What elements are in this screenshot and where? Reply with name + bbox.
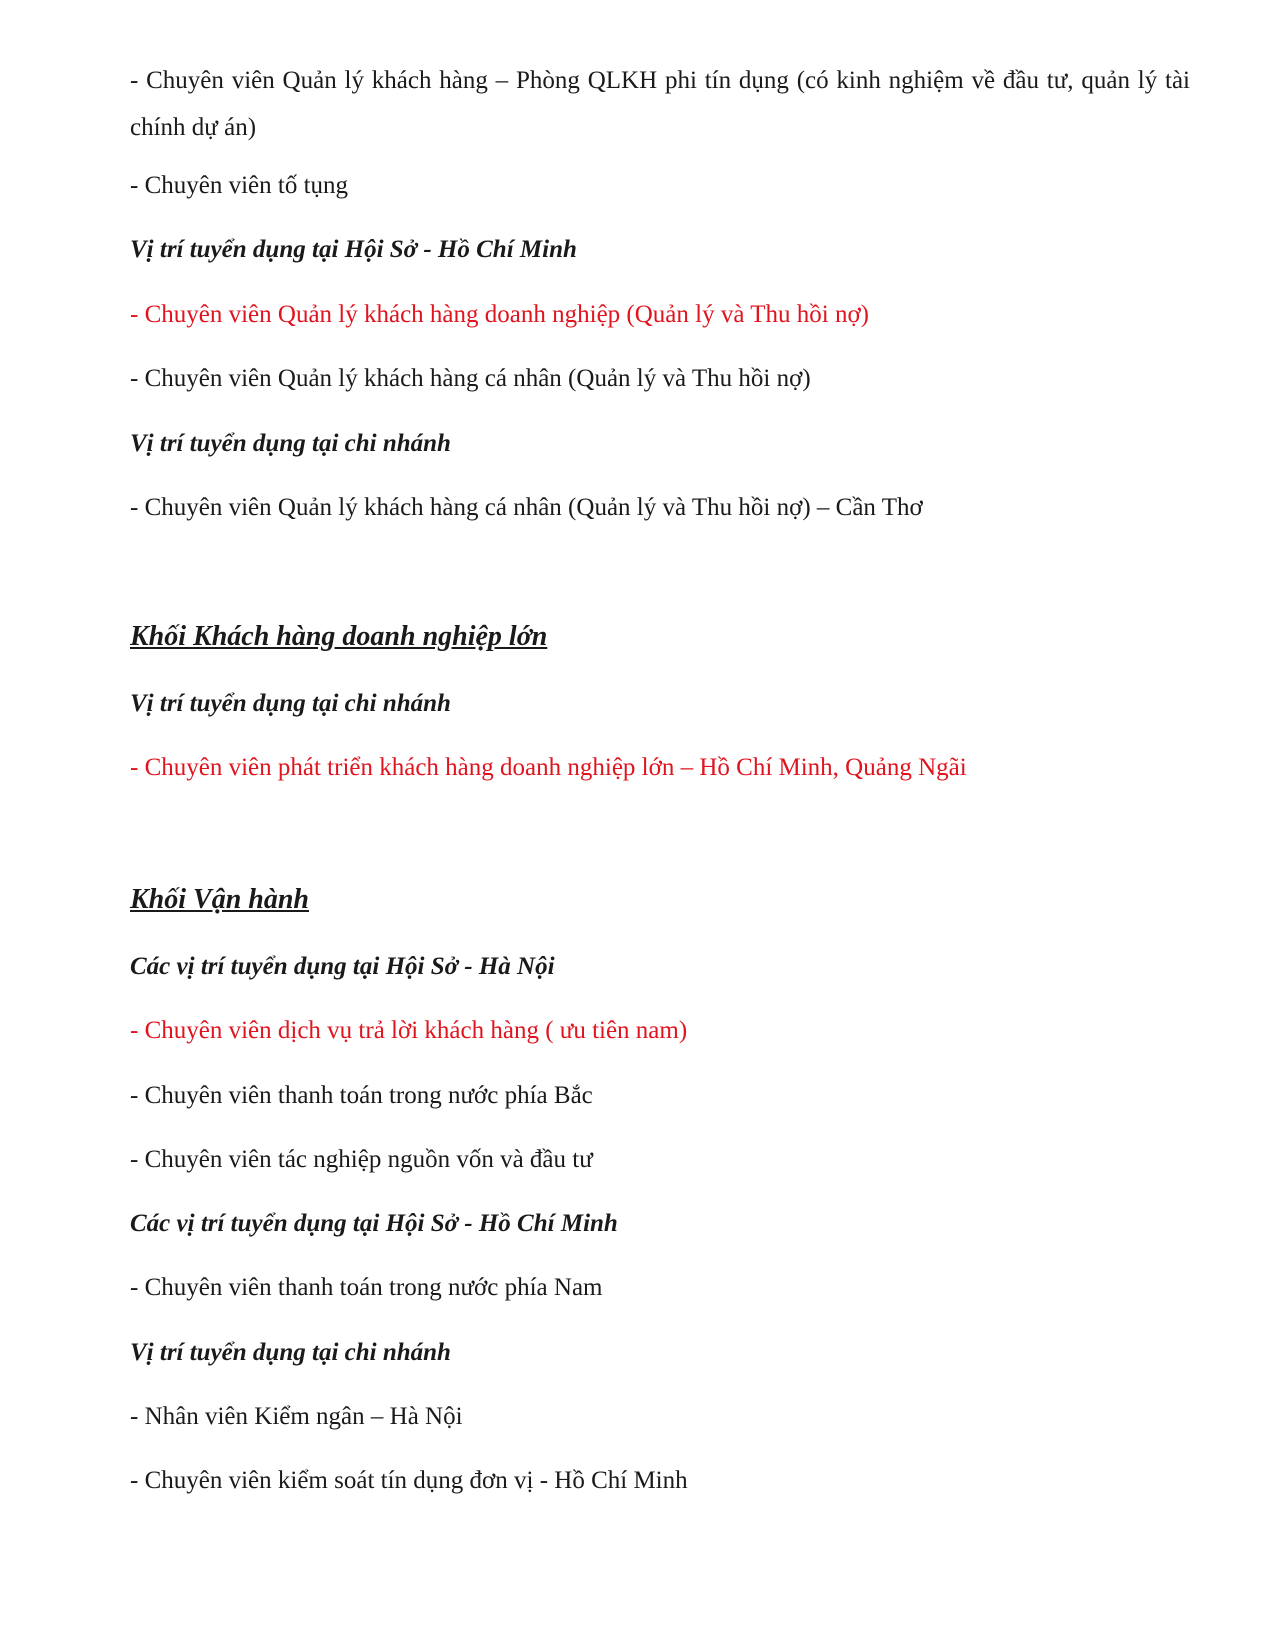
- subheading-hanoi-head-office: Các vị trí tuyển dụng tại Hội Sở - Hà Nội: [130, 953, 555, 980]
- job-item-cash-inspector-hanoi: - Nhân viên Kiểm ngân – Hà Nội: [130, 1403, 463, 1430]
- job-item-individual-debt: - Chuyên viên Quản lý khách hàng cá nhân (Quản lý và Thu hồi nợ): [130, 365, 811, 392]
- section-heading-operations: Khối Vận hành: [130, 884, 309, 915]
- subheading-hcm-head-office-operations: Các vị trí tuyển dụng tại Hội Sở - Hồ Chí Minh: [130, 1210, 618, 1237]
- job-item-customer-service: - Chuyên viên dịch vụ trả lời khách hàng ( ưu tiên nam): [130, 1017, 688, 1044]
- job-item-capital-investment: - Chuyên viên tác nghiệp nguồn vốn và đầu tư: [130, 1146, 593, 1173]
- job-item-individual-debt-can-tho: - Chuyên viên Quản lý khách hàng cá nhân (Quản lý và Thu hồi nợ) – Cần Thơ: [130, 494, 923, 521]
- subheading-branch-operations: Vị trí tuyển dụng tại chi nhánh: [130, 1339, 451, 1366]
- job-item-corporate-debt: - Chuyên viên Quản lý khách hàng doanh nghiệp (Quản lý và Thu hồi nợ): [130, 301, 869, 328]
- job-item-credit-control-hcm: - Chuyên viên kiểm soát tín dụng đơn vị - Hồ Chí Minh: [130, 1467, 688, 1494]
- job-item-litigation: - Chuyên viên tố tụng: [130, 172, 349, 199]
- subheading-branch: Vị trí tuyển dụng tại chi nhánh: [130, 430, 451, 457]
- subheading-hcm-head-office: Vị trí tuyển dụng tại Hội Sở - Hồ Chí Minh: [130, 236, 577, 263]
- subheading-branch-large-corporate: Vị trí tuyển dụng tại chi nhánh: [130, 690, 451, 717]
- job-item-large-corporate-development: - Chuyên viên phát triển khách hàng doanh nghiệp lớn – Hồ Chí Minh, Quảng Ngãi: [130, 754, 967, 781]
- section-heading-large-corporate: Khối Khách hàng doanh nghiệp lớn: [130, 621, 548, 652]
- job-item-domestic-payment-north: - Chuyên viên thanh toán trong nước phía Bắc: [130, 1082, 593, 1109]
- job-item-customer-manager-non-credit: - Chuyên viên Quản lý khách hàng – Phòng QLKH phi tín dụng (có kinh nghiệm về đầu tư, quản lý tài chính dự án): [130, 67, 1190, 141]
- job-item-domestic-payment-south: - Chuyên viên thanh toán trong nước phía Nam: [130, 1274, 603, 1301]
